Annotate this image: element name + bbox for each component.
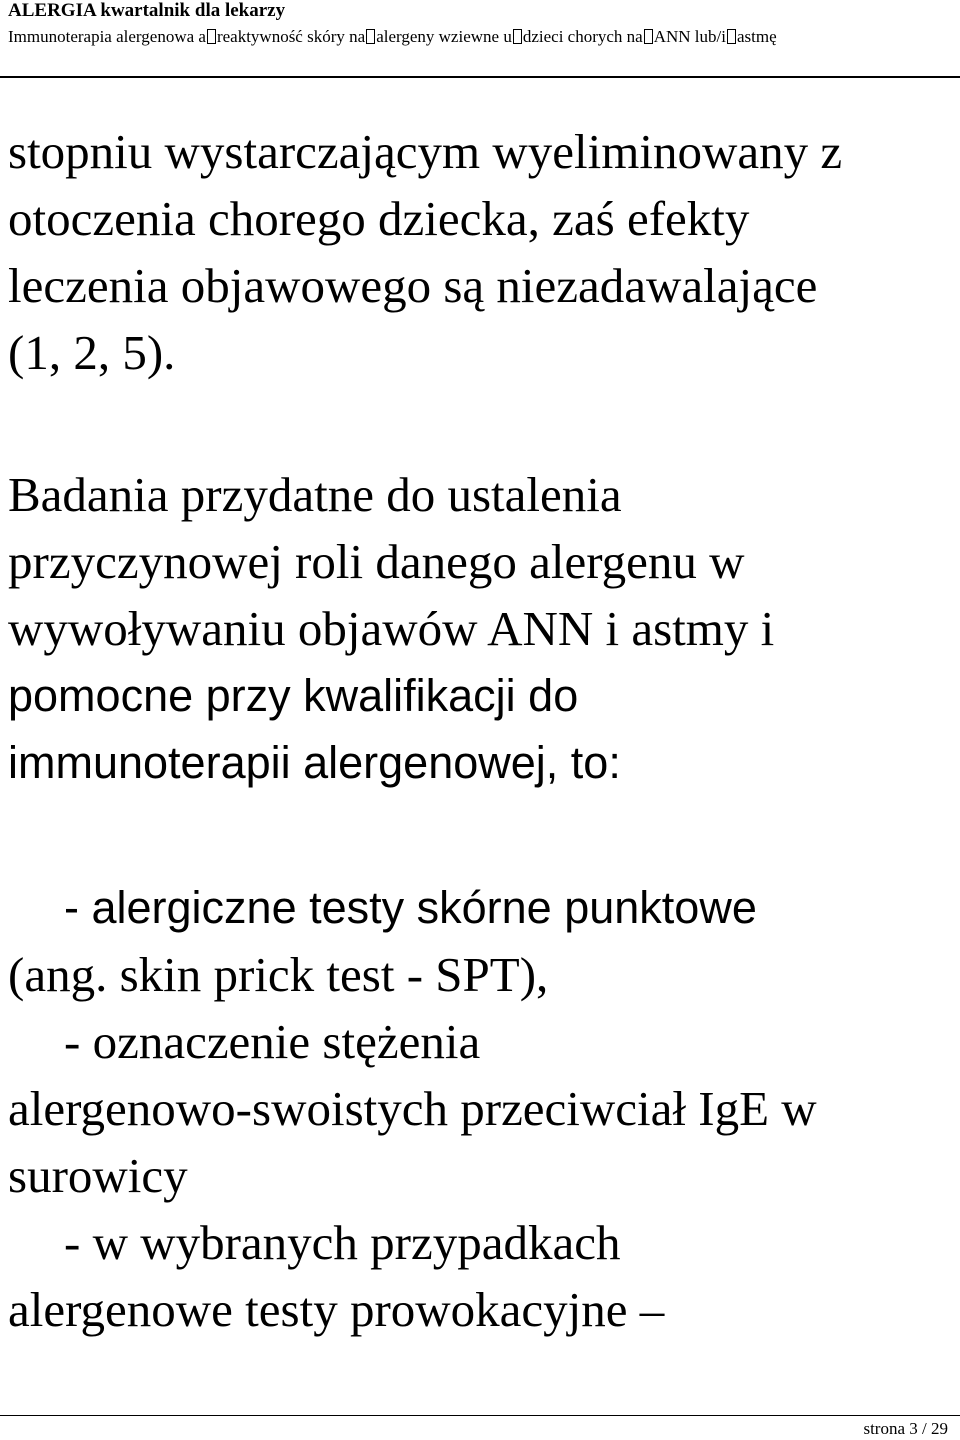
text-line: surowicy [8,1148,188,1203]
text-line: alergenowe testy prowokacyjne – [8,1282,665,1337]
missing-glyph-icon [644,29,653,44]
text-line: leczenia objawowego są niezadawalające [8,258,818,313]
article-title-part: ANN lub/i [653,27,726,46]
text-line: przyczynowej roli danego alergenu w [8,534,745,589]
paragraph-1 [8,118,954,386]
article-title-part: reaktywność skóry na [216,27,366,46]
article-title-part: dzieci chorych na [522,27,643,46]
text-line: immunoterapii alergenowej, to: [8,737,621,788]
article-title-part: Immunoterapia alergenowa a [8,27,206,46]
missing-glyph-icon [207,29,216,44]
missing-glyph-icon [513,29,522,44]
article-title [8,26,952,48]
missing-glyph-icon [366,29,375,44]
document-body [8,118,954,1343]
page-header [8,0,952,48]
text-line: stopniu wystarczającym wyeliminowany z [8,124,843,179]
text-line: Badania przydatne do ustalenia [8,467,622,522]
text-line: (ang. skin prick test - SPT), [8,947,549,1002]
footer-divider [0,1415,960,1416]
article-title-part: alergeny wziewne u [376,27,512,46]
text-line: (1, 2, 5). [8,325,176,380]
text-line: pomocne przy kwalifikacji do [8,670,579,721]
page-number: strona 3 / 29 [863,1419,948,1438]
list-item: - oznaczenie stężenia [64,1014,481,1069]
paragraph-2 [8,461,954,796]
missing-glyph-icon [727,29,736,44]
text-line: wywoływaniu objawów ANN i astmy i [8,601,775,656]
text-line: otoczenia chorego dziecka, zaś efekty [8,191,750,246]
article-title-part: astmę [736,27,777,46]
journal-title: ALERGIA kwartalnik dla lekarzy [8,0,286,21]
list-item: - alergiczne testy skórne punktowe [64,882,757,933]
text-line: alergenowo-swoistych przeciwciał IgE w [8,1081,817,1136]
tests-list [8,874,954,1343]
header-divider [0,76,960,78]
list-item: - w wybranych przypadkach [64,1215,621,1270]
